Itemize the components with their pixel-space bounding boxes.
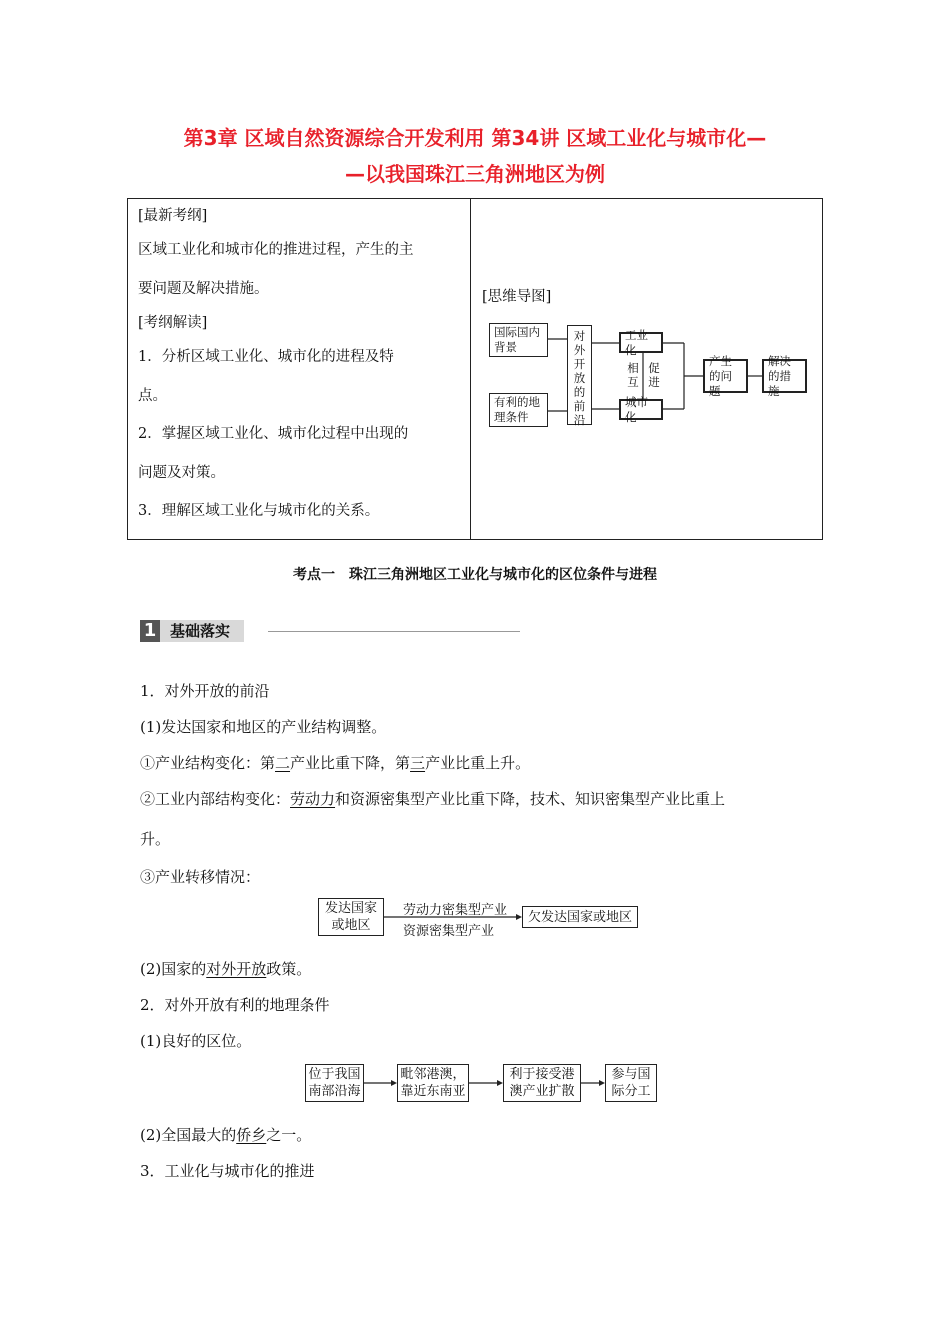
jiedu-item2-line2: 问题及对策。 xyxy=(138,464,225,481)
jiedu-item3: 3．理解区域工业化与城市化的关系。 xyxy=(138,503,380,519)
page-title-line1: 第3章 区域自然资源综合开发利用 第34讲 区域工业化与城市化— xyxy=(183,126,767,150)
flow1-lower-label: 资源密集型产业 xyxy=(403,924,495,939)
page-title-line2: —以我国珠江三角洲地区为例 xyxy=(345,162,605,186)
mindmap-youli-node: 有利的地理条件 xyxy=(489,393,548,427)
zuixin-line1: 区域工业化和城市化的推进过程，产生的主 xyxy=(138,242,414,258)
blank-answer: 侨乡 xyxy=(236,1126,267,1144)
para-1-2 xyxy=(140,958,311,979)
mindmap-label: [思维导图] xyxy=(482,289,552,305)
mindmap-xianghu-label: 相互 xyxy=(627,361,639,389)
flow1-upper-label: 劳动力密集型产业 xyxy=(403,903,508,918)
para-1-1-a xyxy=(140,752,530,773)
jiedu-item1-line1: 1．分析区域工业化、城市化的进程及特 xyxy=(138,349,394,365)
jiedu-item1-line2: 点。 xyxy=(138,387,167,404)
para-2-2 xyxy=(140,1124,311,1145)
blank-answer: 对外开放 xyxy=(206,960,267,978)
text: 政策。 xyxy=(266,960,312,978)
text: 产业比重上升。 xyxy=(425,754,531,772)
text: 产业比重下降，第 xyxy=(290,754,411,772)
para-1: 1．对外开放的前沿 xyxy=(140,682,270,700)
para-2-1: (1)良好的区位。 xyxy=(140,1032,252,1050)
flow2-box-2: 毗邻港澳，靠近东南亚 xyxy=(397,1064,469,1102)
mindmap-qianyan-node xyxy=(567,325,592,425)
para-3: 3．工业化与城市化的推进 xyxy=(140,1162,315,1180)
flow2-box-1: 位于我国南部沿海 xyxy=(305,1064,364,1102)
mindmap-gongyehua-node: 工业化 xyxy=(619,332,663,353)
para-1-1-b xyxy=(140,788,725,809)
section-badge xyxy=(140,620,244,642)
flow2-box-3: 利于接受港澳产业扩散 xyxy=(503,1064,581,1102)
badge-rule xyxy=(268,631,520,632)
mindmap-qianyan-text: 对外开放的前沿 xyxy=(573,329,586,427)
para-2: 2．对外开放有利的地理条件 xyxy=(140,996,330,1014)
text: ②工业内部结构变化： xyxy=(140,790,291,808)
text: 之一。 xyxy=(266,1126,312,1144)
badge-label: 基础落实 xyxy=(160,620,244,642)
zuixin-line2: 要问题及解决措施。 xyxy=(138,280,269,297)
para-1-1: (1)发达国家和地区的产业结构调整。 xyxy=(140,718,387,736)
text: 和资源密集型产业比重下降，技术、知识密集型产业比重上 xyxy=(335,790,726,808)
page-title xyxy=(120,120,830,192)
section-heading: 考点一 珠江三角洲地区工业化与城市化的区位条件与进程 xyxy=(293,567,657,583)
text: (2)国家的 xyxy=(140,960,207,978)
mindmap-cuoshi-node: 解决的措施 xyxy=(762,359,807,393)
mindmap-chengshihua-node: 城市化 xyxy=(619,399,663,420)
zuixin-label: [最新考纲] xyxy=(138,208,208,224)
blank-answer: 劳动力 xyxy=(290,790,336,808)
mindmap-guoji-node: 国际国内背景 xyxy=(489,323,548,357)
badge-number: 1 xyxy=(140,620,160,642)
mindmap-wenti-node: 产生的问题 xyxy=(703,359,748,393)
jiedu-label: [考纲解读] xyxy=(138,315,208,331)
flow1-from-box: 发达国家或地区 xyxy=(318,898,384,936)
blank-answer: 二 xyxy=(275,754,291,772)
text: ①产业结构变化：第 xyxy=(140,754,276,772)
outline-table xyxy=(127,198,823,540)
para-1-1-b-cont: 升。 xyxy=(140,830,171,848)
blank-answer: 三 xyxy=(410,754,426,772)
para-1-1-c: ③产业转移情况： xyxy=(140,868,261,886)
flow2-box-4: 参与国际分工 xyxy=(605,1064,657,1102)
jiedu-item2-line1: 2．掌握区域工业化、城市化过程中出现的 xyxy=(138,426,409,442)
flow1-to-box: 欠发达国家或地区 xyxy=(522,906,638,928)
mindmap-cujin-label: 促进 xyxy=(648,361,660,389)
text: (2)全国最大的 xyxy=(140,1126,237,1144)
